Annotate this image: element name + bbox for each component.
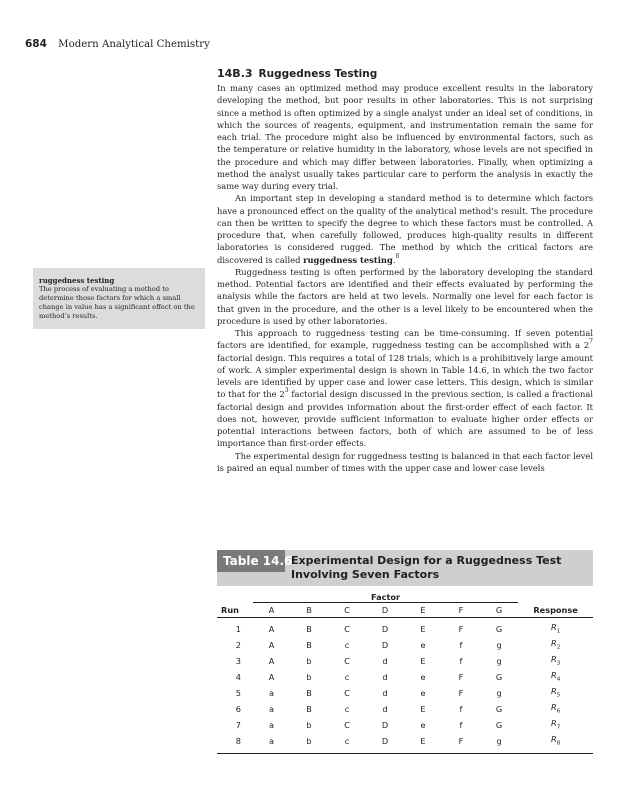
margin-definition: The process of evaluating a method to determine those factors for which a small change in value has a significant effect on the method’s results. <box>39 285 195 320</box>
factor-level-cell: E <box>404 734 442 753</box>
factor-level-cell: b <box>306 719 312 730</box>
factor-level-cell: a <box>253 734 290 753</box>
column-header: D <box>366 603 404 618</box>
run-cell: 1 <box>235 624 241 635</box>
column-header: C <box>328 603 366 618</box>
factor-level-cell: A <box>268 656 275 667</box>
response-subscript: 1 <box>556 628 561 635</box>
factor-level-cell: G <box>495 704 503 714</box>
paragraph-2-period: . <box>392 254 396 265</box>
paragraph-4-text-b: factorial design. This requires a total of 128 trials, which is a prohibitively large amount of work. A simpler experimental design is shown in Table 14.6, in which the two factor levels are identified by upper case and lower case letters. This design, which is similar to that for the 2 <box>217 352 593 400</box>
section-number: 14B.3 <box>217 67 253 80</box>
run-cell: 8 <box>217 734 253 753</box>
response-cell <box>518 686 593 702</box>
paragraph-4-text-a: This approach to ruggedness testing can be time-consuming. If seven potential factors are identified, for example, ruggedness testing can be accomplished with a 2 <box>217 328 593 351</box>
response-symbol: R <box>550 637 557 648</box>
factor-level-cell: d <box>382 688 388 699</box>
response-symbol: R <box>550 701 557 712</box>
factor-level-cell: b <box>306 672 312 683</box>
factor-level-cell: a <box>268 719 275 730</box>
response-subscript: 8 <box>556 740 561 747</box>
design-table <box>217 586 593 754</box>
table-row <box>217 654 593 670</box>
table-row <box>217 718 593 734</box>
factor-level-cell: B <box>306 624 312 635</box>
paragraph-4 <box>217 327 593 450</box>
response-symbol: R <box>550 622 557 632</box>
factor-level-cell: d <box>382 656 388 667</box>
section-heading <box>217 67 377 80</box>
factor-level-cell: c <box>344 704 350 714</box>
margin-definition-box <box>33 268 205 329</box>
run-cell: 7 <box>235 719 241 730</box>
factor-level-cell: D <box>381 640 389 651</box>
run-cell: 6 <box>235 704 241 714</box>
factor-level-cell: E <box>420 704 426 714</box>
response-cell <box>518 618 593 638</box>
factor-level-cell: c <box>344 640 350 651</box>
factor-level-cell: E <box>420 656 426 667</box>
column-header: A <box>253 603 290 618</box>
response-subscript: 7 <box>556 724 561 731</box>
key-term: ruggedness testing <box>303 254 393 265</box>
table-14-6 <box>217 550 593 754</box>
factor-level-cell: F <box>458 688 464 699</box>
factor-level-cell: C <box>344 624 350 635</box>
factor-level-cell: d <box>382 704 388 714</box>
response-symbol: R <box>550 733 557 744</box>
factor-level-cell: g <box>480 734 518 753</box>
factor-level-cell: A <box>268 672 275 683</box>
paragraph-3: Ruggedness testing is often performed by the laboratory developing the standard method. Potential factors are identified and their effects evaluated by performing the analysis while the factors are held at two levels. Normally one level for each factor is that given in the procedure, and the other is a level likely to be encountered when the procedure is used by other laboratories. <box>217 266 593 326</box>
factor-level-cell: f <box>459 656 463 667</box>
factor-level-cell: g <box>496 656 502 667</box>
factor-level-cell: a <box>268 688 275 699</box>
factor-level-cell: A <box>268 640 275 651</box>
factor-level-cell: c <box>344 672 350 683</box>
response-cell <box>518 734 593 753</box>
column-header: B <box>290 603 328 618</box>
run-cell: 2 <box>235 640 241 651</box>
table-title-bar <box>217 550 593 586</box>
response-subscript: 6 <box>556 708 561 715</box>
factor-level-cell: B <box>306 640 312 651</box>
factor-level-cell: F <box>442 734 480 753</box>
margin-term: ruggedness testing <box>39 276 115 285</box>
response-cell <box>518 638 593 654</box>
factor-level-cell: f <box>459 719 463 730</box>
paragraph-5: The experimental design for ruggedness testing is balanced in that each factor level is paired an equal number of times with the upper case and lower case levels <box>217 450 593 473</box>
factor-level-cell: a <box>268 704 275 714</box>
column-header: Response <box>518 603 593 618</box>
response-cell <box>518 718 593 734</box>
response-cell <box>518 654 593 670</box>
factor-level-cell: D <box>381 624 389 635</box>
table-row <box>217 618 593 638</box>
run-cell: 5 <box>235 688 241 699</box>
factor-level-cell: e <box>420 719 426 730</box>
page-header <box>25 38 210 52</box>
paragraph-2-text: An important step in developing a standard method is to determine which factors have a pronounced effect on the quality of the analytical method’s result. The procedure can then be written to specify the degree to which these factors must be controlled. A procedure that, when carefully followed, produces high-quality results in different laboratories is considered rugged. The method by which the critical factors are discovered is called <box>217 193 593 265</box>
factor-level-cell: G <box>495 624 503 635</box>
response-cell <box>518 670 593 686</box>
response-subscript: 3 <box>556 660 561 667</box>
factor-level-cell: F <box>458 672 464 683</box>
factor-level-cell: A <box>268 624 275 635</box>
table-title: Experimental Design for a Ruggedness Test Involving Seven Factors <box>291 554 562 581</box>
factor-level-cell: G <box>495 672 503 683</box>
paragraph-4-text-c: factorial design discussed in the previous section, is called a fractional factorial design and provides information about the first-order effect of each factor. It does not, however, provide sufficient information to evaluate higher order effects or potential interactions between factors, both of which are assumed to be of less importance than first-order effects. <box>217 389 593 449</box>
factor-level-cell: C <box>344 719 350 730</box>
response-subscript: 4 <box>556 676 561 683</box>
factor-level-cell: D <box>381 719 389 730</box>
factor-level-cell: E <box>420 624 426 635</box>
factor-level-cell: D <box>366 734 404 753</box>
table-label: Table 14.6 <box>217 550 285 572</box>
factor-level-cell: e <box>420 672 426 683</box>
page-number: 684 <box>25 38 47 50</box>
response-symbol: R <box>550 653 557 664</box>
factor-level-cell: F <box>458 624 464 635</box>
factor-header: Factor <box>253 586 518 603</box>
factor-level-cell: g <box>496 688 502 699</box>
factor-level-cell: G <box>495 719 503 730</box>
column-header: G <box>480 603 518 618</box>
running-title: Modern Analytical Chemistry <box>58 39 210 50</box>
factor-level-cell: b <box>290 734 328 753</box>
factor-level-cell: e <box>420 640 426 651</box>
column-header: F <box>442 603 480 618</box>
table-row <box>217 670 593 686</box>
section-title: Ruggedness Testing <box>258 68 378 80</box>
table-row <box>217 638 593 654</box>
body-text <box>217 82 593 474</box>
factor-level-cell: f <box>459 640 463 651</box>
factor-level-cell: c <box>328 734 366 753</box>
response-symbol: R <box>550 669 557 680</box>
column-header: Run <box>217 603 253 618</box>
run-cell: 4 <box>235 672 241 683</box>
paragraph-2 <box>217 192 593 266</box>
reference-superscript: 8 <box>395 252 400 260</box>
factor-level-cell: B <box>306 704 312 714</box>
response-subscript: 5 <box>556 692 561 699</box>
factor-level-cell: C <box>344 656 350 667</box>
factor-level-cell: d <box>382 672 388 683</box>
column-header: E <box>404 603 442 618</box>
factor-level-cell: b <box>306 656 312 667</box>
factor-level-cell: e <box>420 688 426 699</box>
table-row <box>217 734 593 753</box>
exponent-3: 3 <box>284 387 289 395</box>
table-row <box>217 702 593 718</box>
factor-level-cell: C <box>344 688 350 699</box>
response-symbol: R <box>550 685 557 696</box>
table-row <box>217 686 593 702</box>
run-cell: 3 <box>235 656 241 667</box>
exponent-7: 7 <box>589 338 593 346</box>
response-cell <box>518 702 593 718</box>
factor-level-cell: B <box>306 688 312 699</box>
response-subscript: 2 <box>556 644 561 651</box>
response-symbol: R <box>550 717 557 728</box>
paragraph-1: In many cases an optimized method may produce excellent results in the laboratory developing the method, but poor results in other laboratories. This is not surprising since a method is often optimized by a single analyst under an ideal set of conditions, in which the sources of reagents, equipment, and instrumentation remain the same for each trial. The procedure might also be influenced by environmental factors, such as the temperature or relative humidity in the laboratory, whose levels are not specified in the procedure and which may differ between laboratories. Finally, when optimizing a method the analyst usually takes particular care to perform the analysis in exactly the same way during every trial. <box>217 83 593 191</box>
factor-level-cell: g <box>496 640 502 651</box>
factor-level-cell: f <box>459 704 463 714</box>
